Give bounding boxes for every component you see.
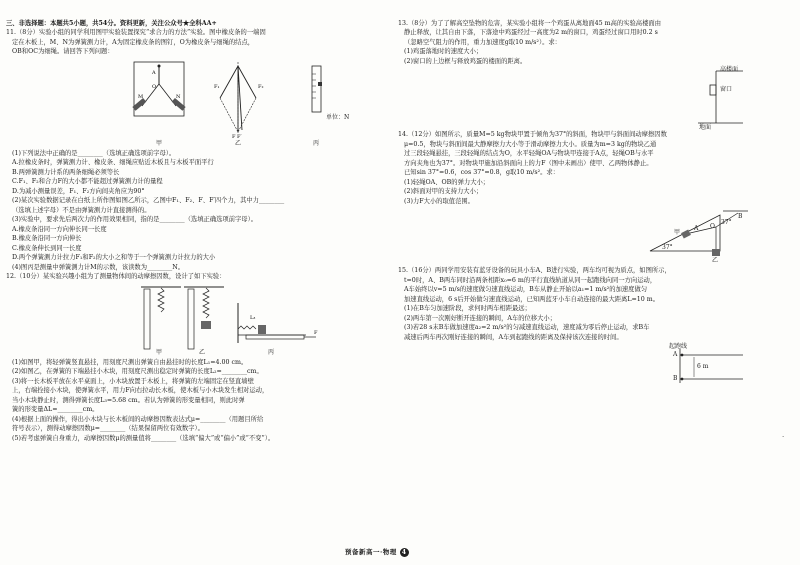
fig-label-jia: 甲 — [156, 139, 163, 147]
q12-line1: 12.（10分）某实验兴趣小组为了测量物体间的动摩擦因数，设计了如下实验： — [6, 273, 226, 281]
q11-optB1: B.两弹簧测力计系的两条细绳必须等长 — [12, 168, 120, 176]
q12-s3d: 簧的形变量ΔL=________cm。 — [12, 406, 99, 414]
q14-line1: 14.（12分）如图所示，质量M=5 kg物块甲置于倾角为37°的斜面，物块甲与斜面间动摩擦因数 — [398, 131, 667, 139]
q14-label-B: B — [738, 213, 743, 221]
fig-label-yi: 乙 — [235, 139, 242, 147]
q13-figure — [398, 67, 774, 131]
q14-s2: (2)斜面对甲的支持力大小； — [404, 188, 483, 196]
q14-label-jia: 甲 — [674, 229, 681, 237]
q15-figure — [398, 343, 774, 387]
q13-line1: 13.（8分）为了了解高空坠物的危害，某实验小组将一个鸡蛋从离地面45 m高的实验高楼面由 — [398, 20, 661, 27]
q14-line3: 过三段轻绳悬挂，三段轻绳的结点为O，水平轻绳OA与物块甲连接于A点，轻绳OB与水平 — [404, 150, 654, 158]
q14-label-yi: 乙 — [712, 257, 719, 265]
q15-label-A: A — [673, 351, 678, 359]
q13-label-ground: 地面 — [699, 124, 712, 132]
q14-s1: (1)轻绳OA、OB的弹力大小； — [404, 178, 490, 186]
q15-s3a: (3)若28 s末B车做加速度a₂=2 m/s²的匀减速直线运动，速度减为零后停止运动，求B车 — [404, 324, 650, 332]
q13-label-top: 高楼面 — [720, 66, 739, 74]
q11-figure-svg — [6, 58, 382, 150]
q11-sub2a: (2)某次实验数据记录在白纸上所作图如图乙所示，乙图中F₁、F₂、F、F′四个力，其中力________ — [12, 197, 285, 205]
q14-figure — [398, 207, 774, 267]
q12-s4a: (4)根据上面的操作，得出小木块与长木板间的动摩擦因数表达式μ=________（用题目所给 — [12, 415, 264, 423]
q12-s5: (5)若考虑弹簧自身重力，动摩擦因数μ的测量值将________（选填“偏大”或“偏小”或“不变”）。 — [12, 434, 275, 442]
q11-figures — [6, 58, 382, 150]
q11-sub1: (1)下列说法中正确的是________（选填正确选项前字母）。 — [12, 149, 176, 157]
q12-s3c: 当小木块静止时，测得弹簧长度L₃=5.68 cm。若认为弹簧的形变量相同，则此时弹 — [12, 396, 245, 404]
q13-label-window: 窗口 — [720, 86, 733, 94]
figure-yi — [214, 62, 263, 140]
q12-figure-svg — [6, 283, 382, 359]
q15-line1: 15.（16分）两同学用安装有蓝牙设备的玩具小车A、B进行实验，两车均可视为质点，如图所示， — [398, 267, 671, 275]
q15-line2: t=0时，A、B两车同时沿两条相距x₀=6 m的平行直线轨道从同一起跑线向同一方向运动， — [404, 276, 657, 284]
figure-12-jia — [141, 287, 181, 349]
q15-figure-svg — [398, 343, 774, 387]
fig12-label-yi: 乙 — [199, 348, 206, 356]
q12-s2: (2)如图乙，在弹簧的下端悬挂小木块，用刻度尺测出稳定时弹簧的长度L₂=________cm。 — [12, 368, 263, 376]
q11-sub3: (3)实验中，要求先后两次力的作用效果相同，指的是________（选填正确选项前字母）。 — [12, 216, 258, 224]
svg-text:L₃: L₃ — [250, 314, 256, 321]
section-heading: 三、非选择题：本题共5小题，共54分。资料更新，关注公众号★全科AA+ — [6, 20, 217, 27]
q15-s2: (2)两车第一次刚好断开连接的瞬间，A车的位移大小； — [404, 314, 556, 322]
q11-line3: OB和OC为细绳。请回答下列问题： — [12, 48, 114, 56]
q11-line2: 定在木板上，M、N为弹簧测力计，A为固定橡皮条的图钉，O为橡皮条与细绳的结点， — [12, 38, 255, 46]
q11-optD3: D.两个弹簧测力计拉力F₁和F₂的大小之和等于一个弹簧测力计拉力的大小 — [12, 254, 216, 262]
q11-optA1: A.拉橡皮条时，弹簧测力计、橡皮条、细绳应贴近木板且与木板平面平行 — [12, 159, 214, 167]
q15-label-start: 起跑线 — [669, 343, 688, 351]
svg-text:F₁: F₁ — [214, 83, 220, 90]
q12-s1: (1)如图甲，将轻弹簧竖直悬挂，用刻度尺测出弹簧自由悬挂时的长度L₁=4.00 cm。 — [12, 358, 248, 366]
svg-text:F₂: F₂ — [258, 83, 264, 90]
q15-line4: 加速直线运动，6 s后开始做匀速直线运动，已知两蓝牙小车自动连接的最大距离L=10 m。 — [404, 295, 660, 303]
figure-jia — [132, 62, 185, 116]
q12-figures — [6, 283, 382, 359]
svg-text:F: F — [314, 329, 318, 336]
q14-s3: (3)力F大小的取值范围。 — [404, 197, 474, 205]
q12-s3a: (3)将一长木板平放在水平桌面上，小木块放置于木板上，将弹簧的左端固定在竖直墙壁 — [12, 377, 254, 385]
q14-label-angle: 37° — [662, 244, 673, 252]
svg-text:O: O — [152, 83, 157, 90]
q11-optC3: C.橡皮条伸长到同一长度 — [12, 244, 82, 252]
page-footer — [345, 548, 409, 557]
q11-optD1: D.为减小测量误差，F₁、F₂方向间夹角应为90° — [12, 187, 145, 195]
right-column — [398, 20, 774, 387]
svg-text:F F′: F F′ — [232, 133, 242, 140]
q14-line2: μ=0.5，物块与斜面间最大静摩擦力大小等于滑动摩擦力大小。质量为m=3 kg的物块乙通 — [404, 140, 657, 148]
q11-sub4: (4)图丙是测量中弹簧测力计M的示数，该读数为________N。 — [12, 263, 185, 271]
q13-line2: 静止释放，让其自由下落，下落途中鸡蛋经过一高度为2 m的窗口，鸡蛋经过窗口用时0.2 s — [404, 29, 658, 37]
q15-label-dist: 6 m — [697, 363, 709, 371]
fig-label-bing: 丙 — [313, 139, 320, 147]
q11-optB3: B.橡皮条沿同一方向伸长 — [12, 235, 82, 243]
q11-line1: 11.（8分）实验小组的同学利用图甲实验装置探究“求合力的方法”实验。图中橡皮条的一端固 — [6, 29, 266, 37]
q11-optC1: C.F₁、F₂和合力F的大小都不能超过弹簧测力计的量程 — [12, 178, 163, 186]
q14-line4: 方向夹角也为37°。对物块甲施加沿斜面向上的力F（图中未画出）使甲、乙两物体静止。 — [404, 159, 653, 167]
q13-s1: (1)鸡蛋落地时的速度大小； — [404, 48, 483, 56]
svg-text:M: M — [138, 93, 144, 100]
q13-s2: (2)窗口的上边框与释放鸡蛋的楼面的距离。 — [404, 57, 527, 65]
q14-label-A: A — [694, 225, 699, 233]
fig12-label-bing: 丙 — [268, 348, 275, 356]
q15-label-B: B — [673, 375, 678, 383]
left-column — [6, 20, 382, 444]
q11-optA3: A.橡皮条沿同一方向伸长同一长度 — [12, 225, 107, 233]
fig12-label-jia: 甲 — [156, 348, 163, 356]
q14-label-O: O — [710, 223, 715, 231]
q11-sub2b: （选填上述字母）不是由弹簧测力计直接测得的。 — [12, 206, 151, 214]
q14-line5: 已知sin 37°=0.6，cos 37°=0.8，g取10 m/s²。求： — [404, 169, 560, 177]
fig-unit: 单位：N — [326, 113, 350, 121]
q15-s1: (1)在B车匀加速阶段，求何时两车相距最远； — [404, 305, 531, 313]
figure-bing — [312, 66, 322, 112]
svg-text:A: A — [152, 69, 156, 76]
footer-text: 预备新高一·物理 — [345, 548, 397, 556]
q13-line3: （忽略空气阻力的作用，重力加速度g取10 m/s²）。求： — [404, 38, 561, 46]
margin-mark: · — [782, 433, 785, 441]
figure-12-bing — [238, 303, 318, 343]
q12-s4b: 符号表示），测得动摩擦因数μ=________（结果保留两位有效数字）。 — [12, 425, 204, 433]
q13-figure-svg — [398, 67, 774, 131]
q14-label-angle2: 37° — [721, 219, 732, 227]
q15-s3b: 减速后两车再次刚好连接的瞬间，A车到起跑线的距离及保持该次连接的时间。 — [404, 333, 623, 341]
q12-s3b: 上，右端拴接小木块，使弹簧水平，用力F向右拉动长木板，使木板与小木块发生相对运动， — [12, 387, 269, 395]
page-number: 4 — [400, 548, 409, 557]
svg-text:N: N — [176, 93, 181, 100]
figure-12-yi — [184, 287, 224, 349]
q15-line3: A车始终以v=5 m/s的速度做匀速直线运动，B车从静止开始以a₁=1 m/s²的加速度做匀 — [404, 286, 648, 294]
